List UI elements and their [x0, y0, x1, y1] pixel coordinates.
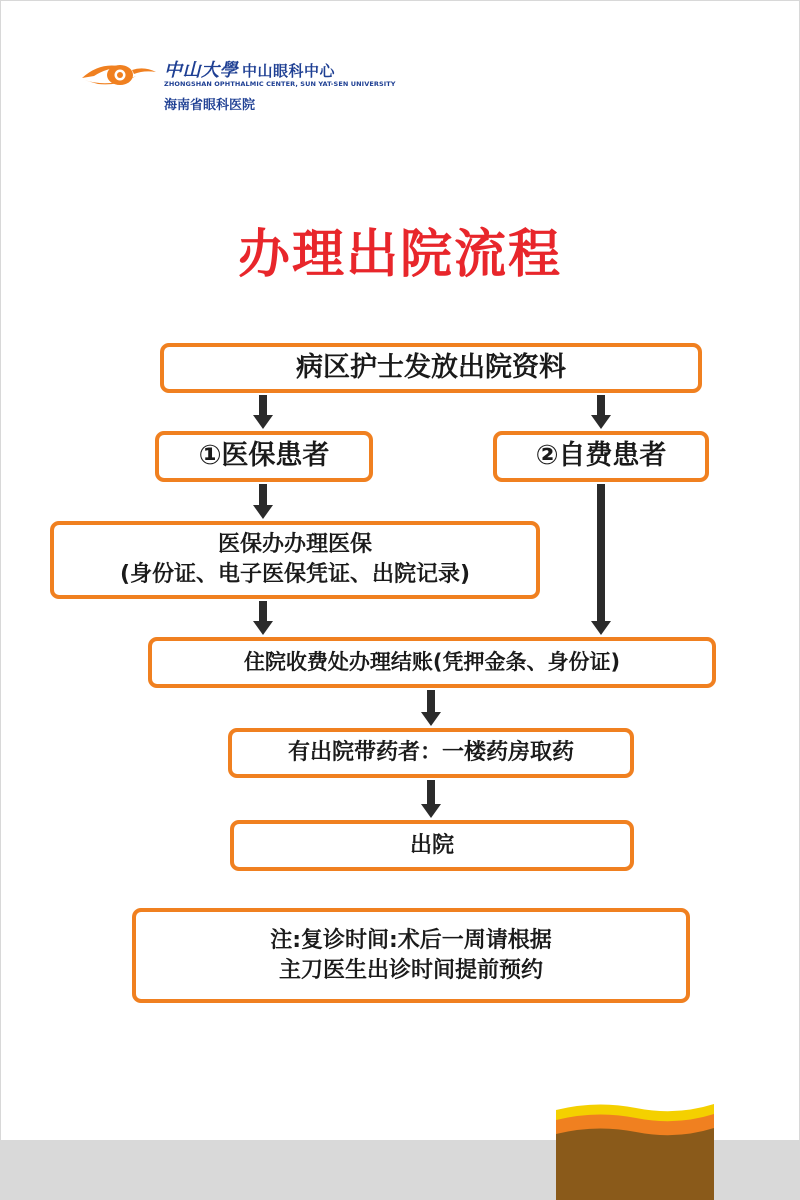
follow-up-note-line1: 注:复诊时间:术后一周请根据: [270, 927, 552, 953]
step-billing-settlement-label: 住院收费处办理结账(凭押金条、身份证): [243, 650, 621, 675]
eye-logo-icon: [80, 58, 158, 92]
logo-university-name: 中山大學: [164, 60, 238, 81]
option-insured-patient-label: ①医保患者: [198, 440, 330, 472]
page-title: 办理出院流程: [237, 225, 562, 285]
logo-chinese-name: [164, 56, 335, 82]
step-insurance-office-line2: (身份证、电子医保凭证、出院记录): [119, 562, 471, 587]
follow-up-note-line2: 主刀医生出诊时间提前预约: [278, 957, 543, 983]
step-billing-settlement: [148, 637, 716, 688]
step-nurse-issues-documents-label: 病区护士发放出院资料: [296, 351, 566, 383]
step-discharge: [230, 820, 634, 871]
step-discharge-label: 出院: [409, 832, 454, 858]
footer-wave-decoration: [556, 1100, 714, 1200]
arrow-down-icon: [421, 780, 441, 818]
arrow-down-icon: [253, 395, 273, 429]
arrow-down-icon: [253, 601, 273, 635]
follow-up-note: [132, 908, 690, 1003]
step-pharmacy-pickup-label: 有出院带药者：一楼药房取药: [287, 740, 574, 766]
arrow-down-icon: [591, 484, 611, 635]
option-self-pay-patient: [493, 431, 709, 482]
hospital-logo: [80, 52, 396, 122]
step-insurance-office-line1: 医保办办理医保: [217, 532, 372, 558]
option-self-pay-patient-label: ②自费患者: [535, 440, 667, 472]
step-insurance-office: [50, 521, 540, 599]
logo-center-name: 中山眼科中心: [242, 62, 336, 80]
step-pharmacy-pickup: [228, 728, 634, 778]
arrow-down-icon: [421, 690, 441, 726]
logo-english-name: ZHONGSHAN OPHTHALMIC CENTER, SUN YAT-SEN UNIVERSITY: [164, 80, 396, 88]
logo-hospital-name: 海南省眼科医院: [164, 98, 256, 113]
step-nurse-issues-documents: [160, 343, 702, 393]
option-insured-patient: [155, 431, 373, 482]
arrow-down-icon: [591, 395, 611, 429]
arrow-down-icon: [253, 484, 273, 519]
